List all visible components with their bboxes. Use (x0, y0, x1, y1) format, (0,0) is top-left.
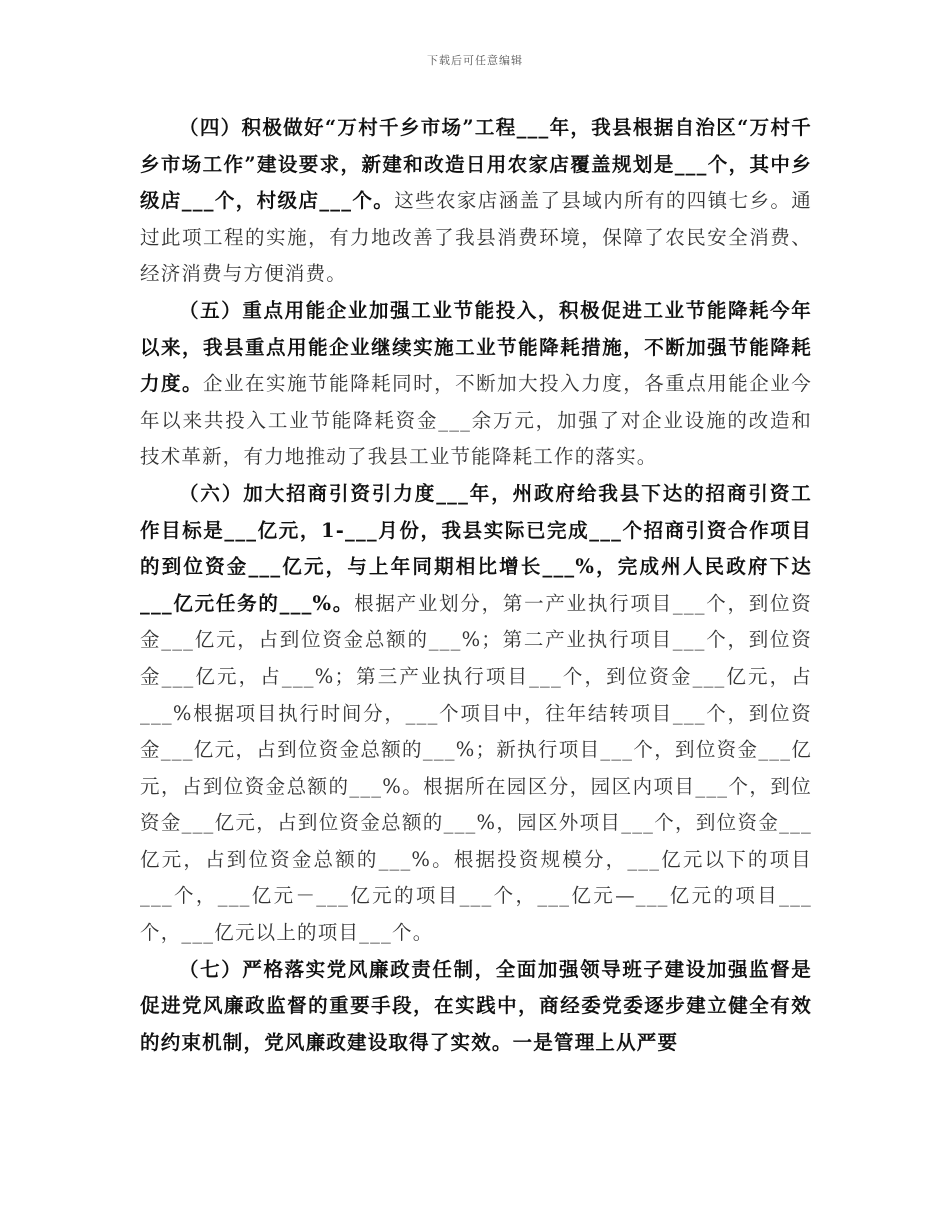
paragraph-4-heading: （四）积极做好“万村千乡市场”工程___年，我县根据自治区“万村千乡市场工作”建设要求，新建和改造日用农家店覆盖规划是___个，其中乡级店___个，村级店___个。 (140, 116, 812, 213)
paragraph-4 (140, 110, 812, 293)
paragraph-7 (140, 952, 812, 1062)
paragraph-6-text: 根据产业划分，第一产业执行项目___个，到位资金___亿元，占到位资金总额的___%；第二产业执行项目___个，到位资金___亿元，占___%；第三产业执行项目___个，到位资金___亿元，占___%根据项目执行时间分，___个项目中，往年结转项目___个，到位资金___亿元，占到位资金总额的___%；新执行项目___个，到位资金___亿元，占到位资金总额的___%。根据所在园区分，园区内项目___个，到位资金___亿元，占到位资金总额的___%，园区外项目___个，到位资金___亿元，占到位资金总额的___%。根据投资规模分，___亿元以下的项目___个，___亿元－___亿元的项目___个，___亿元—___亿元的项目___个，___亿元以上的项目___个。 (140, 591, 812, 945)
paragraph-7-heading: （七）严格落实党风廉政责任制，全面加强领导班子建设加强监督是促进党风廉政监督的重要手段，在实践中，商经委党委逐步建立健全有效的约束机制，党风廉政建设取得了实效。一是管理上从严要 (140, 957, 812, 1054)
document-body (140, 110, 812, 1061)
paragraph-6 (140, 476, 812, 952)
paragraph-6-heading: （六）加大招商引资引力度___年，州政府给我县下达的招商引资工作目标是___亿元，1-___月份，我县实际已完成___个招商引资合作项目的到位资金___亿元，与上年同期相比增长___%，完成州人民政府下达___亿元任务的___%。 (140, 481, 812, 615)
paragraph-5-heading: （五）重点用能企业加强工业节能投入，积极促进工业节能降耗今年以来，我县重点用能企业继续实施工业节能降耗措施，不断加强节能降耗力度。 (140, 298, 812, 396)
paragraph-4-text: 这些农家店涵盖了县域内所有的四镇七乡。通过此项工程的实施，有力地改善了我县消费环境，保障了农民安全消费、经济消费与方便消费。 (140, 189, 812, 286)
paragraph-5 (140, 293, 812, 476)
paragraph-5-text: 企业在实施节能降耗同时，不断加大投入力度，各重点用能企业今年以来共投入工业节能降耗资金___余万元，加强了对企业设施的改造和技术革新，有力地推动了我县工业节能降耗工作的落实。 (140, 372, 812, 469)
page-header: 下载后可任意编辑 (427, 54, 523, 67)
